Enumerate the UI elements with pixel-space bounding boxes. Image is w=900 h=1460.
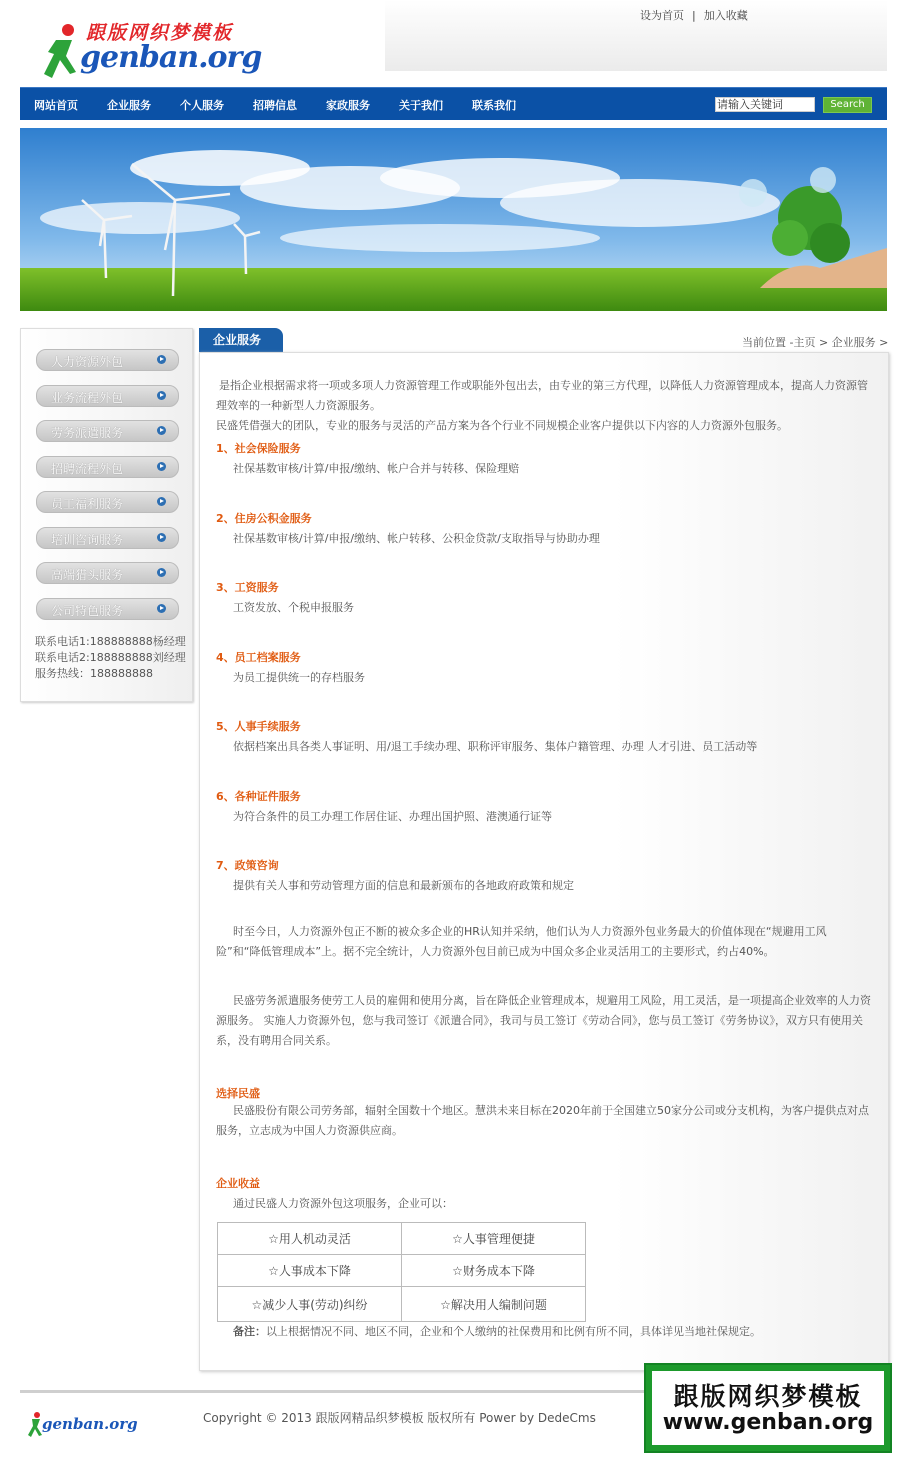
hero-landscape-image [20, 128, 887, 311]
nav-housekeeping[interactable]: 家政服务 [326, 99, 370, 112]
service-desc: 提供有关人事和劳动管理方面的信息和最新颁布的各地政府政策和规定 [233, 879, 574, 892]
nav-recruitment[interactable]: 招聘信息 [253, 99, 297, 112]
main-content [199, 352, 889, 1371]
arrow-right-icon [157, 497, 166, 506]
sidebar-item-labor-dispatch[interactable] [36, 420, 179, 442]
sidebar-item-label: 业务流程外包 [51, 391, 124, 405]
sidebar-item-label: 培训咨询服务 [51, 533, 124, 547]
stamp-cn-text: 跟版网织梦模板 [673, 1382, 863, 1411]
benefit-cell: ☆财务成本下降 [402, 1255, 586, 1287]
service-title: 2、住房公积金服务 [216, 512, 312, 525]
logo-cn-text: 跟版网织梦模板 [86, 22, 234, 44]
contact-phone-1: 联系电话1:188888888杨经理 [35, 635, 186, 648]
sidebar-item-label: 招聘流程外包 [51, 462, 124, 476]
intro-paragraph: 是指企业根据需求将一项或多项人力资源管理工作或职能外包出去，由专业的第三方代理，以降低人力资源管理成本，提高人力资源管理效率的一种新型人力资源服务。 [216, 379, 868, 412]
service-desc: 为符合条件的员工办理工作居住证、办理出国护照、港澳通行证等 [233, 810, 552, 823]
arrow-right-icon [157, 391, 166, 400]
benefit-intro: 通过民盛人力资源外包这项服务，企业可以： [233, 1197, 453, 1210]
service-desc: 工资发放、个税申报服务 [233, 601, 354, 614]
footer-logo [28, 1410, 138, 1438]
search-input[interactable]: 请输入关键词 [715, 97, 815, 112]
service-desc: 为员工提供统一的存档服务 [233, 671, 365, 684]
arrow-right-icon [157, 462, 166, 471]
footer-logo-text: genban.org [42, 1415, 138, 1433]
table-row [218, 1287, 586, 1322]
service-title: 1、社会保险服务 [216, 442, 301, 455]
choose-title: 选择民盛 [216, 1087, 260, 1100]
note-text: 以上根据情况不同、地区不同，企业和个人缴纳的社保费用和比例有所不同，具体详见当地社保规定。 [266, 1325, 761, 1338]
table-row [218, 1223, 586, 1255]
hero-banner [20, 128, 887, 311]
link-separator: | [692, 9, 696, 22]
sidebar-item-headhunting[interactable] [36, 562, 179, 584]
nav-home[interactable]: 网站首页 [34, 99, 78, 112]
add-favorite-link[interactable]: 加入收藏 [703, 9, 748, 22]
sidebar-item-label: 高端猎头服务 [51, 568, 124, 582]
service-desc: 社保基数审核/计算/申报/缴纳、帐户合并与转移、保险理赔 [233, 462, 520, 475]
breadcrumb[interactable]: 当前位置 -主页 > 企业服务 > [742, 336, 889, 349]
choose-paragraph: 民盛股份有限公司劳务部，辐射全国数十个地区。慧洪未来目标在2020年前于全国建立50家分公司或分支机构，为客户提供点对点服务，立志成为中国人力资源供应商。 [216, 1104, 869, 1137]
arrow-right-icon [157, 426, 166, 435]
service-title: 5、人事手续服务 [216, 720, 301, 733]
sidebar-item-rpo[interactable] [36, 456, 179, 478]
benefit-table [217, 1222, 586, 1322]
sidebar-item-welfare[interactable] [36, 491, 179, 513]
copyright: Copyright © 2013 跟版网精品织梦模板 版权所有 Power by DedeCms [203, 1411, 596, 1425]
note [233, 1323, 761, 1339]
sidebar-item-hr-outsourcing[interactable] [36, 349, 179, 371]
arrow-right-icon [157, 355, 166, 364]
sidebar-item-bpo[interactable] [36, 385, 179, 407]
arrow-right-icon [157, 533, 166, 542]
sidebar-contact [35, 634, 186, 682]
site-logo[interactable] [38, 16, 262, 86]
sidebar-item-label: 公司特色服务 [51, 604, 124, 618]
stamp-inner [652, 1371, 884, 1445]
top-banner [385, 0, 887, 71]
note-label: 备注： [233, 1325, 266, 1338]
table-row [218, 1255, 586, 1287]
nav-contact-us[interactable]: 联系我们 [472, 99, 516, 112]
sidebar-item-training[interactable] [36, 527, 179, 549]
benefit-cell: ☆解决用人编制问题 [402, 1287, 586, 1322]
benefit-cell: ☆人事管理便捷 [402, 1223, 586, 1255]
trend-paragraph: 时至今日，人力资源外包正不断的被众多企业的HR认知并采纳，他们认为人力资源外包业务最大的价值体现在“规避用工风险”和“降低管理成本”上。据不完全统计，人力资源外包目前已成为中国众多企业灵活用工的主要形式，约占40%。 [216, 925, 827, 958]
arrow-right-icon [157, 568, 166, 577]
service-desc: 依据档案出具各类人事证明、用/退工手续办理、职称评审服务、集体户籍管理、办理 人才引进、员工活动等 [233, 740, 758, 753]
watermark-stamp [644, 1363, 892, 1453]
set-homepage-link[interactable]: 设为首页 [640, 9, 684, 22]
sidebar-item-label: 人力资源外包 [51, 355, 124, 369]
intro-paragraph-2: 民盛凭借强大的团队，专业的服务与灵活的产品方案为各个行业不同规模企业客户提供以下内容的人力资源外包服务。 [216, 419, 788, 432]
nav-about-us[interactable]: 关于我们 [399, 99, 443, 112]
search-button[interactable]: Search [823, 97, 872, 113]
top-links [640, 7, 748, 23]
nav-enterprise-service[interactable]: 企业服务 [107, 99, 151, 112]
logo-en-text: genban.org [80, 40, 262, 75]
contact-phone-2: 联系电话2:188888888刘经理 [35, 651, 186, 664]
benefit-title: 企业收益 [216, 1177, 260, 1190]
benefit-cell: ☆人事成本下降 [218, 1255, 402, 1287]
running-man-icon [38, 22, 84, 84]
benefit-cell: ☆用人机动灵活 [218, 1223, 402, 1255]
section-tab: 企业服务 [199, 328, 283, 352]
sidebar-item-label: 员工福利服务 [51, 497, 124, 511]
sidebar-item-label: 劳务派遣服务 [51, 426, 124, 440]
service-title: 3、工资服务 [216, 581, 279, 594]
benefit-cell: ☆减少人事(劳动)纠纷 [218, 1287, 402, 1322]
nav-personal-service[interactable]: 个人服务 [180, 99, 224, 112]
service-desc: 社保基数审核/计算/申报/缴纳、帐户转移、公积金贷款/支取指导与协助办理 [233, 532, 600, 545]
main-nav [20, 87, 887, 120]
service-hotline: 服务热线：188888888 [35, 667, 153, 680]
sidebar-item-features[interactable] [36, 598, 179, 620]
stamp-url-text: www.genban.org [662, 1410, 874, 1435]
service-title: 7、政策咨询 [216, 859, 279, 872]
dispatch-paragraph: 民盛劳务派遣服务使劳工人员的雇佣和使用分离，旨在降低企业管理成本，规避用工风险，用工灵活，是一项提高企业效率的人力资源服务。 实施人力资源外包，您与我司签订《派遣合同》，我司与员工签订《劳动合同》，您与员工签订《劳务协议》，双方只有使用关系，没有聘用合同关系。 [216, 994, 871, 1047]
service-title: 4、员工档案服务 [216, 651, 301, 664]
arrow-right-icon [157, 604, 166, 613]
service-title: 6、各种证件服务 [216, 790, 301, 803]
sidebar [20, 328, 193, 702]
